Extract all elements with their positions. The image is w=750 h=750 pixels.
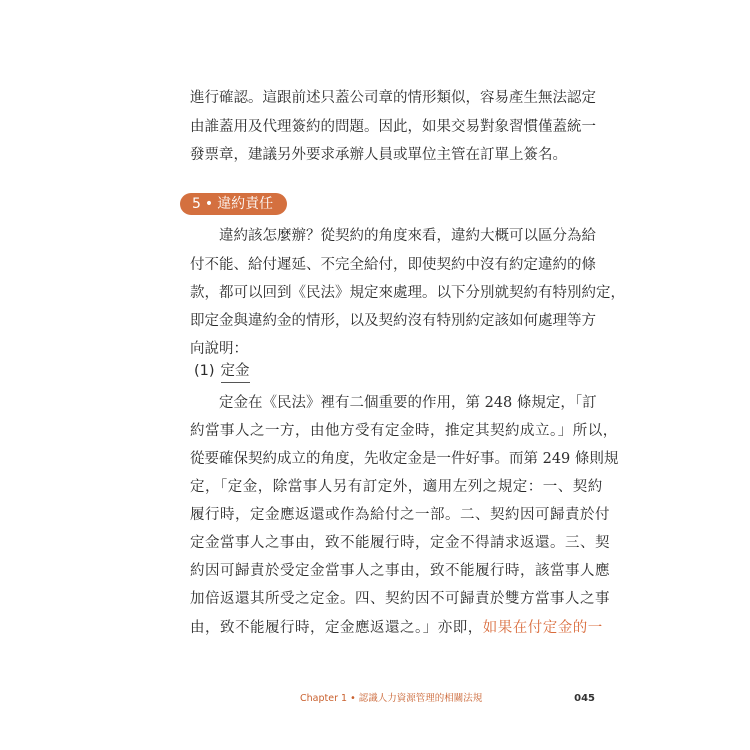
- intro-line-3: 發票章，建議另外要求承辦人員或單位主管在訂單上簽名。: [190, 147, 567, 163]
- footer-chapter: Chapter 1 • 認識人力資源管理的相關法規: [300, 693, 483, 704]
- last-line-text: 由，致不能履行時，定金應返還之。」亦即，: [190, 620, 483, 636]
- section-dot: •: [204, 196, 214, 212]
- subsection-number: (1): [194, 363, 215, 379]
- sub-line-6: 定金當事人之事由，致不能履行時，定金不得請求返還。三、契: [190, 535, 610, 551]
- intro-line-1: 進行確認。這跟前述只蓋公司章的情形類似，容易產生無法認定: [190, 90, 596, 106]
- sub-line-9: [190, 618, 603, 638]
- sub-line-7: 約因可歸責於受定金當事人之事由，致不能履行時，該當事人應: [190, 563, 610, 579]
- page-number: 045: [574, 693, 595, 704]
- sub-line-8: 加倍返還其所受之定金。四、契約因不可歸責於雙方當事人之事: [190, 591, 610, 607]
- section-title: 違約責任: [217, 196, 274, 212]
- sub-line-1: 定金在《民法》裡有二個重要的作用，第 248 條規定，「訂: [219, 395, 597, 411]
- section-number: 5: [192, 196, 201, 212]
- last-line-highlight: 如果在付定金的一: [482, 620, 603, 636]
- section-line-5: 向說明：: [190, 341, 248, 357]
- section-line-1: 違約該怎麼辦？從契約的角度來看，違約大概可以區分為給: [219, 228, 596, 244]
- intro-line-2: 由誰蓋用及代理簽約的問題。因此，如果交易對象習慣僅蓋統一: [190, 119, 596, 135]
- sub-line-3: 從要確保契約成立的角度，先收定金是一件好事。而第 249 條則規: [190, 451, 619, 467]
- section-line-2: 付不能、給付遲延、不完全給付，即使契約中沒有約定違約的條: [190, 257, 596, 273]
- sub-line-4: 定，「定金，除當事人另有訂定外，適用左列之規定：一、契約: [190, 479, 603, 495]
- sub-line-2: 約當事人之一方，由他方受有定金時，推定其契約成立。」所以，: [190, 423, 618, 439]
- sub-line-5: 履行時，定金應返還或作為給付之一部。二、契約因可歸責於付: [190, 507, 610, 523]
- section-line-4: 即定金與違約金的情形，以及契約沒有特別約定該如何處理等方: [190, 313, 596, 329]
- subsection-title: 定金: [221, 361, 250, 383]
- section-heading-badge: [180, 193, 287, 215]
- section-line-3: 款，都可以回到《民法》規定來處理。以下分別就契約有特別約定，: [190, 285, 625, 301]
- subsection-heading: [194, 361, 250, 383]
- page-footer: [300, 692, 595, 706]
